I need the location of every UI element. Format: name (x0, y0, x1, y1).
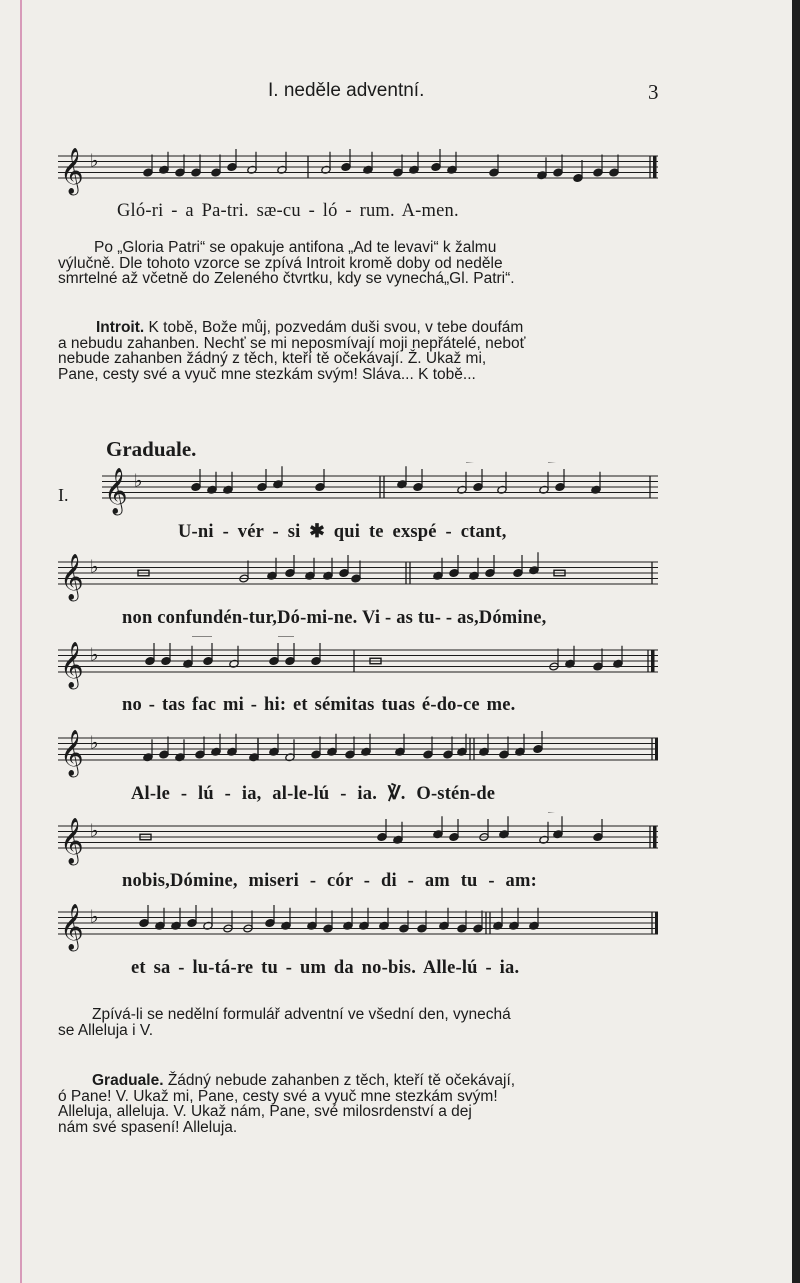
margin-line (20, 0, 22, 1283)
note-line: se Alleluja i V. (58, 1021, 154, 1039)
staff-2-lyrics: U-ni - vér - si ✱ qui te exspé - ctant, (178, 522, 507, 542)
music-staff-2 (102, 462, 658, 524)
graduale-text-paragraph (58, 1073, 658, 1135)
note-line: Zpívá-li se nedělní formulář adventní ve všední den, vynechá (92, 1006, 511, 1023)
verse-number: I. (58, 485, 69, 505)
paragraph-gloria-patri (58, 240, 658, 287)
graduale-heading: Graduale. (106, 437, 197, 461)
staff-3-lyrics: non confundén-tur,Dó-mi-ne. Vi - as tu- - as,Dómine, (122, 608, 547, 628)
page-header-title: I. neděle adventní. (268, 80, 425, 101)
treble-clef-icon: 𝄞 (104, 468, 128, 514)
flat-sign-icon: ♭ (90, 644, 99, 666)
final-bar-line (651, 650, 655, 672)
final-bar-line (655, 738, 658, 760)
flat-sign-icon: ♭ (90, 150, 99, 172)
music-staff-7 (58, 898, 658, 960)
music-staff-1 (58, 142, 658, 204)
introit-label: Introit. (96, 319, 145, 336)
treble-clef-icon: 𝄞 (60, 148, 84, 194)
treble-clef-icon: 𝄞 (60, 904, 84, 950)
final-bar-line (653, 826, 657, 848)
staff-7-lyrics: et sa - lu-tá-re tu - um da no-bis. Alle-lú - ia. (131, 958, 520, 978)
staff-5-lyrics: Al-le - lú - ia, al-le-lú - ia. ℣. O-stén-de (131, 784, 496, 804)
staff-4-lyrics: no - tas fac mi - hi: et sémitas tuas é-do-ce me. (122, 695, 516, 715)
music-staff-3 (58, 548, 658, 610)
paragraph-line: smrtelné až včetně do Zeleného čtvrtku, kdy se vynechá„Gl. Patri“. (58, 270, 515, 288)
music-staff-4 (58, 636, 658, 698)
staff-6-lyrics: nobis,Dómine, miseri - cór - di - am tu - am: (122, 871, 537, 891)
graduale-text-line: ó Pane! V. Ukaž mi, Pane, cesty své a vyuč mne stezkám svým! (58, 1087, 498, 1105)
treble-clef-icon: 𝄞 (60, 642, 84, 688)
paragraph-line: výlučně. Dle tohoto vzorce se zpívá Introit kromě doby od neděle (58, 254, 503, 272)
music-staff-5 (58, 724, 658, 786)
flat-sign-icon: ♭ (90, 556, 99, 578)
graduale-text-line: Alleluja, alleluja. V. Ukaž nám, Pane, své milosrdenství a dej (58, 1103, 472, 1121)
final-bar-line (655, 912, 658, 934)
treble-clef-icon: 𝄞 (60, 818, 84, 864)
final-bar-line (653, 156, 657, 178)
introit-line: a nebudu zahanben. Nechť se mi neposmívají moji nepřátelé, neboť (58, 334, 526, 352)
graduale-text-line: nám své spasení! Alleluja. (58, 1118, 238, 1136)
flat-sign-icon: ♭ (90, 732, 99, 754)
introit-line: Pane, cesty své a vyuč mne stezkám svým! Sláva... K tobě... (58, 365, 476, 383)
introit-line: nebude zahanben žádný z těch, kteří tě očekávají. Ž. Ukaž mi, (58, 350, 487, 368)
graduale-text-label: Graduale. (92, 1072, 164, 1089)
treble-clef-icon: 𝄞 (60, 554, 84, 600)
music-staff-6 (58, 812, 658, 874)
introit-paragraph (58, 320, 658, 382)
flat-sign-icon: ♭ (134, 470, 143, 492)
treble-clef-icon: 𝄞 (60, 730, 84, 776)
staff-1-lyrics: Gló-ri - a Pa-tri. sæ-cu - ló - rum. A-men. (117, 201, 459, 221)
graduale-text-line: Žádný nebude zahanben z těch, kteří tě očekávají, (167, 1072, 516, 1089)
flat-sign-icon: ♭ (90, 820, 99, 842)
introit-line: K tobě, Bože můj, pozvedám duši svou, v tebe doufám (148, 319, 524, 336)
flat-sign-icon: ♭ (90, 906, 99, 928)
page-number: 3 (648, 80, 659, 104)
paragraph-line: Po „Gloria Patri“ se opakuje antifona „Ad te levavi“ k žalmu (94, 239, 497, 256)
note-paragraph (58, 1007, 658, 1038)
